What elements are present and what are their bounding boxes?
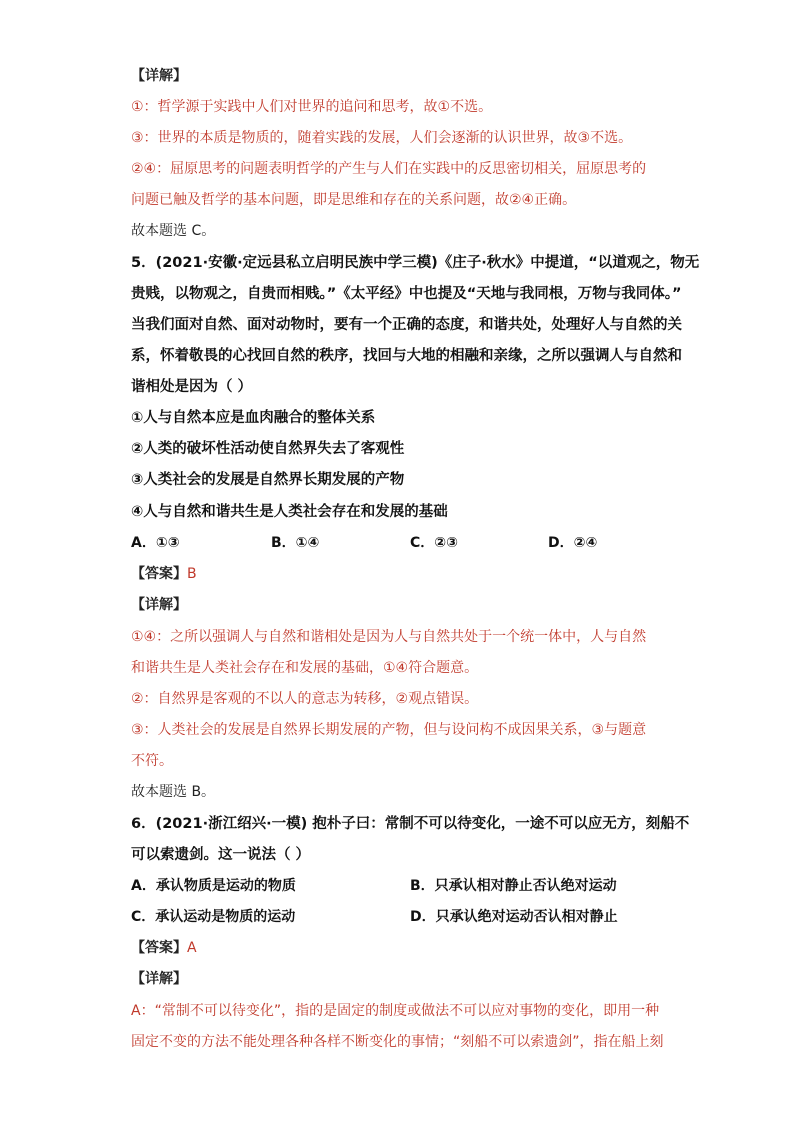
detail-line: 问题已触及哲学的基本问题，即是思维和存在的关系问题，故②④正确。 xyxy=(131,192,577,208)
statement: ①人与自然本应是血肉融合的整体关系 xyxy=(131,410,376,426)
question-6-stem: 6．(2021·浙江绍兴·一模) 抱朴子曰：常制不可以待变化，一途不可以应无方，刻船不 xyxy=(131,816,690,832)
detail-label: 【详解】 xyxy=(131,971,187,987)
option-d: D．只承认绝对运动否认相对静止 xyxy=(410,909,618,925)
answer-value: A xyxy=(187,940,197,956)
statement: ④人与自然和谐共生是人类社会存在和发展的基础 xyxy=(131,504,448,520)
detail-line: ③：世界的本质是物质的，随着实践的发展，人们会逐渐的认识世界，故③不选。 xyxy=(131,130,633,146)
option-a: A．①③ xyxy=(131,535,180,551)
conclusion: 故本题选 C。 xyxy=(131,223,216,239)
question-5-stem: 谐相处是因为（ ） xyxy=(131,379,253,395)
detail-line: 和谐共生是人类社会存在和发展的基础，①④符合题意。 xyxy=(131,660,479,676)
question-5-stem: 当我们面对自然、面对动物时，要有一个正确的态度，和谐共处，处理好人与自然的关 xyxy=(131,317,682,333)
question-5-stem: 贵贱，以物观之，自贵而相贱。”《太平经》中也提及“天地与我同根，万物与我同体。” xyxy=(131,286,682,302)
answer-label: 【答案】 xyxy=(131,940,187,956)
answer-row xyxy=(131,564,691,584)
detail-line: ①：哲学源于实践中人们对世界的追问和思考，故①不选。 xyxy=(131,99,493,115)
detail-line: 固定不变的方法不能处理各种各样不断变化的事情；“刻船不可以索遗剑”，指在船上刻 xyxy=(131,1034,664,1050)
statement: ②人类的破坏性活动使自然界失去了客观性 xyxy=(131,441,405,457)
question-5-stem: 系，怀着敬畏的心找回自然的秩序，找回与大地的相融和亲缘，之所以强调人与自然和 xyxy=(131,348,682,364)
conclusion: 故本题选 B。 xyxy=(131,784,216,800)
detail-line: ②：自然界是客观的不以人的意志为转移，②观点错误。 xyxy=(131,691,479,707)
option-b: B．只承认相对静止否认绝对运动 xyxy=(410,878,617,894)
answer-value: B xyxy=(187,566,197,582)
question-6-stem: 可以索遗剑。这一说法（ ） xyxy=(131,847,311,863)
answer-row xyxy=(131,938,691,958)
statement: ③人类社会的发展是自然界长期发展的产物 xyxy=(131,472,405,488)
option-a: A．承认物质是运动的物质 xyxy=(131,878,296,894)
detail-label: 【详解】 xyxy=(131,68,187,84)
option-d: D．②④ xyxy=(548,535,598,551)
detail-line: ①④：之所以强调人与自然和谐相处是因为人与自然共处于一个统一体中，人与自然 xyxy=(131,629,647,645)
detail-line: 不符。 xyxy=(131,753,173,769)
question-5-stem: 5．(2021·安徽·定远县私立启明民族中学三模)《庄子·秋水》中提道，“以道观之，物无 xyxy=(131,255,700,271)
option-c: C．②③ xyxy=(410,535,458,551)
option-b: B．①④ xyxy=(271,535,320,551)
detail-line: ②④：屈原思考的问题表明哲学的产生与人们在实践中的反思密切相关，屈原思考的 xyxy=(131,161,647,177)
detail-line: ③：人类社会的发展是自然界长期发展的产物，但与设问构不成因果关系，③与题意 xyxy=(131,722,647,738)
detail-line: A：“常制不可以待变化”，指的是固定的制度或做法不可以应对事物的变化，即用一种 xyxy=(131,1003,660,1019)
answer-label: 【答案】 xyxy=(131,566,187,582)
detail-label: 【详解】 xyxy=(131,597,187,613)
option-c: C．承认运动是物质的运动 xyxy=(131,909,296,925)
